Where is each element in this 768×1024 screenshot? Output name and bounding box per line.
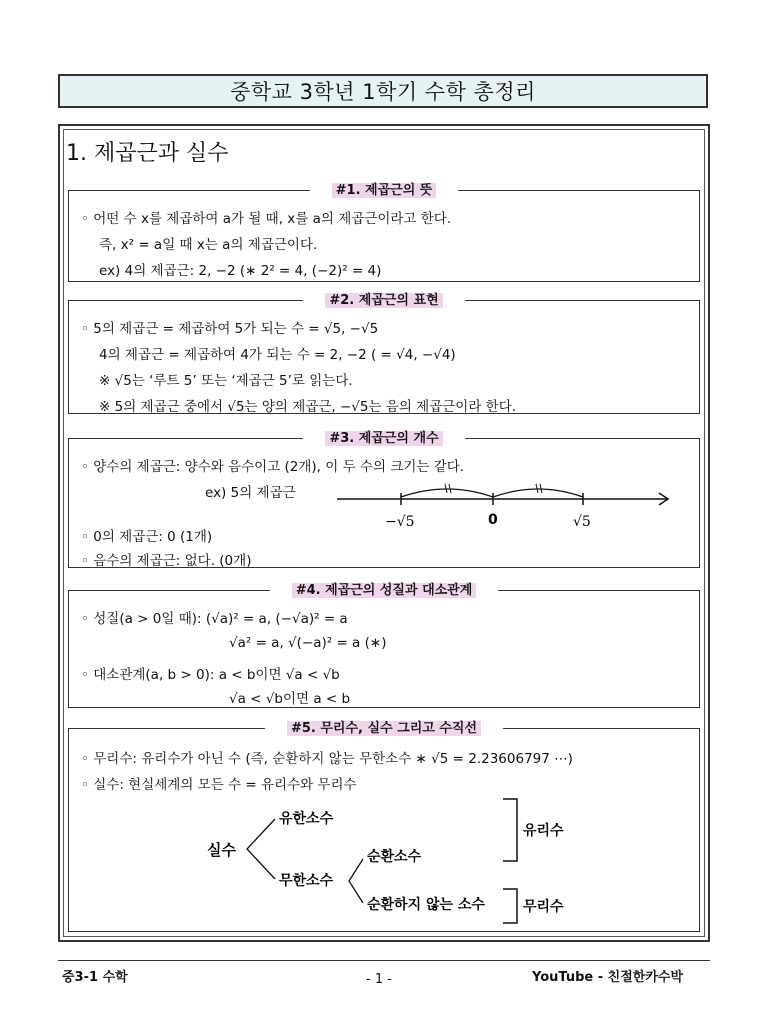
number-line-left-label: −√5 [385,514,415,530]
section-2-line-3: ※ √5는 ‘루트 5’ 또는 ‘제곱근 5’로 읽는다. [99,373,353,389]
section-2 [68,293,700,415]
section-4-heading: #4. 제곱근의 성질과 대소관계 [292,583,477,598]
real-number-tree [199,793,579,927]
section-4 [68,583,700,708]
footer-divider [58,960,710,961]
tree-rational-label: 유리수 [523,823,564,839]
number-line-right-label: √5 [573,514,591,530]
section-4-line-2: √a² = a, √(−a)² = a (∗) [229,635,387,651]
tree-infinite-label: 무한소수 [279,873,334,889]
section-5-heading: #5. 무리수, 실수 그리고 수직선 [287,721,481,736]
footer-channel: YouTube - 친절한카수박 [532,970,684,985]
section-2-line-1: ◦ 5의 제곱근 = 제곱하여 5가 되는 수 = √5, −√5 [81,321,379,337]
section-4-line-1: ◦ 성질(a > 0일 때): (√a)² = a, (−√a)² = a [81,611,348,627]
number-line [333,479,677,539]
section-1 [68,183,700,282]
section-3-heading: #3. 제곱근의 개수 [325,431,442,446]
tree-root-label: 실수 [207,841,236,859]
section-3-line-4: ◦ 음수의 제곱근: 없다. (0개) [81,553,252,569]
section-1-line-3: ex) 4의 제곱근: 2, −2 (∗ 2² = 4, (−2)² = 4) [99,263,382,279]
chapter-heading: 1. 제곱근과 실수 [66,141,229,166]
tree-finite-label: 유한소수 [279,811,334,827]
footer-course: 중3-1 수학 [62,970,128,985]
section-5-line-1: ◦ 무리수: 유리수가 아닌 수 (즉, 순환하지 않는 무한소수 ∗ √5 = 2.23606797 ⋯) [81,751,573,767]
section-3-line-1: ◦ 양수의 제곱근: 양수와 음수이고 (2개), 이 두 수의 크기는 같다. [81,459,465,475]
section-2-heading: #2. 제곱근의 표현 [325,293,442,308]
section-4-line-3: ◦ 대소관계(a, b > 0): a < b이면 √a < √b [81,667,340,683]
section-1-line-1: ◦ 어떤 수 x를 제곱하여 a가 될 때, x를 a의 제곱근이라고 한다. [81,211,452,227]
section-1-heading: #1. 제곱근의 뜻 [332,183,437,198]
section-4-line-4: √a < √b이면 a < b [229,691,351,707]
section-1-line-2: 즉, x² = a일 때 x는 a의 제곱근이다. [99,237,318,253]
section-2-line-2: 4의 제곱근 = 제곱하여 4가 되는 수 = 2, −2 ( = √4, −√4) [99,347,456,363]
tree-nonrepeating-label: 순환하지 않는 소수 [367,897,485,913]
section-3-line-3: ◦ 0의 제곱근: 0 (1개) [81,529,213,545]
section-2-line-4: ※ 5의 제곱근 중에서 √5는 양의 제곱근, −√5는 음의 제곱근이라 한다. [99,399,517,415]
page-title [58,74,708,108]
section-5 [68,721,700,932]
footer-page-number: - 1 - [366,972,392,987]
tree-repeating-label: 순환소수 [367,849,422,865]
number-line-zero-label: 0 [488,512,498,528]
page-title-text: 중학교 3학년 1학기 수학 총정리 [230,80,536,104]
section-3-line-2: ex) 5의 제곱근 [205,485,296,501]
section-3 [68,431,700,569]
section-5-line-2: ◦ 실수: 현실세계의 모든 수 = 유리수와 무리수 [81,777,357,793]
tree-irrational-label: 무리수 [523,899,564,915]
